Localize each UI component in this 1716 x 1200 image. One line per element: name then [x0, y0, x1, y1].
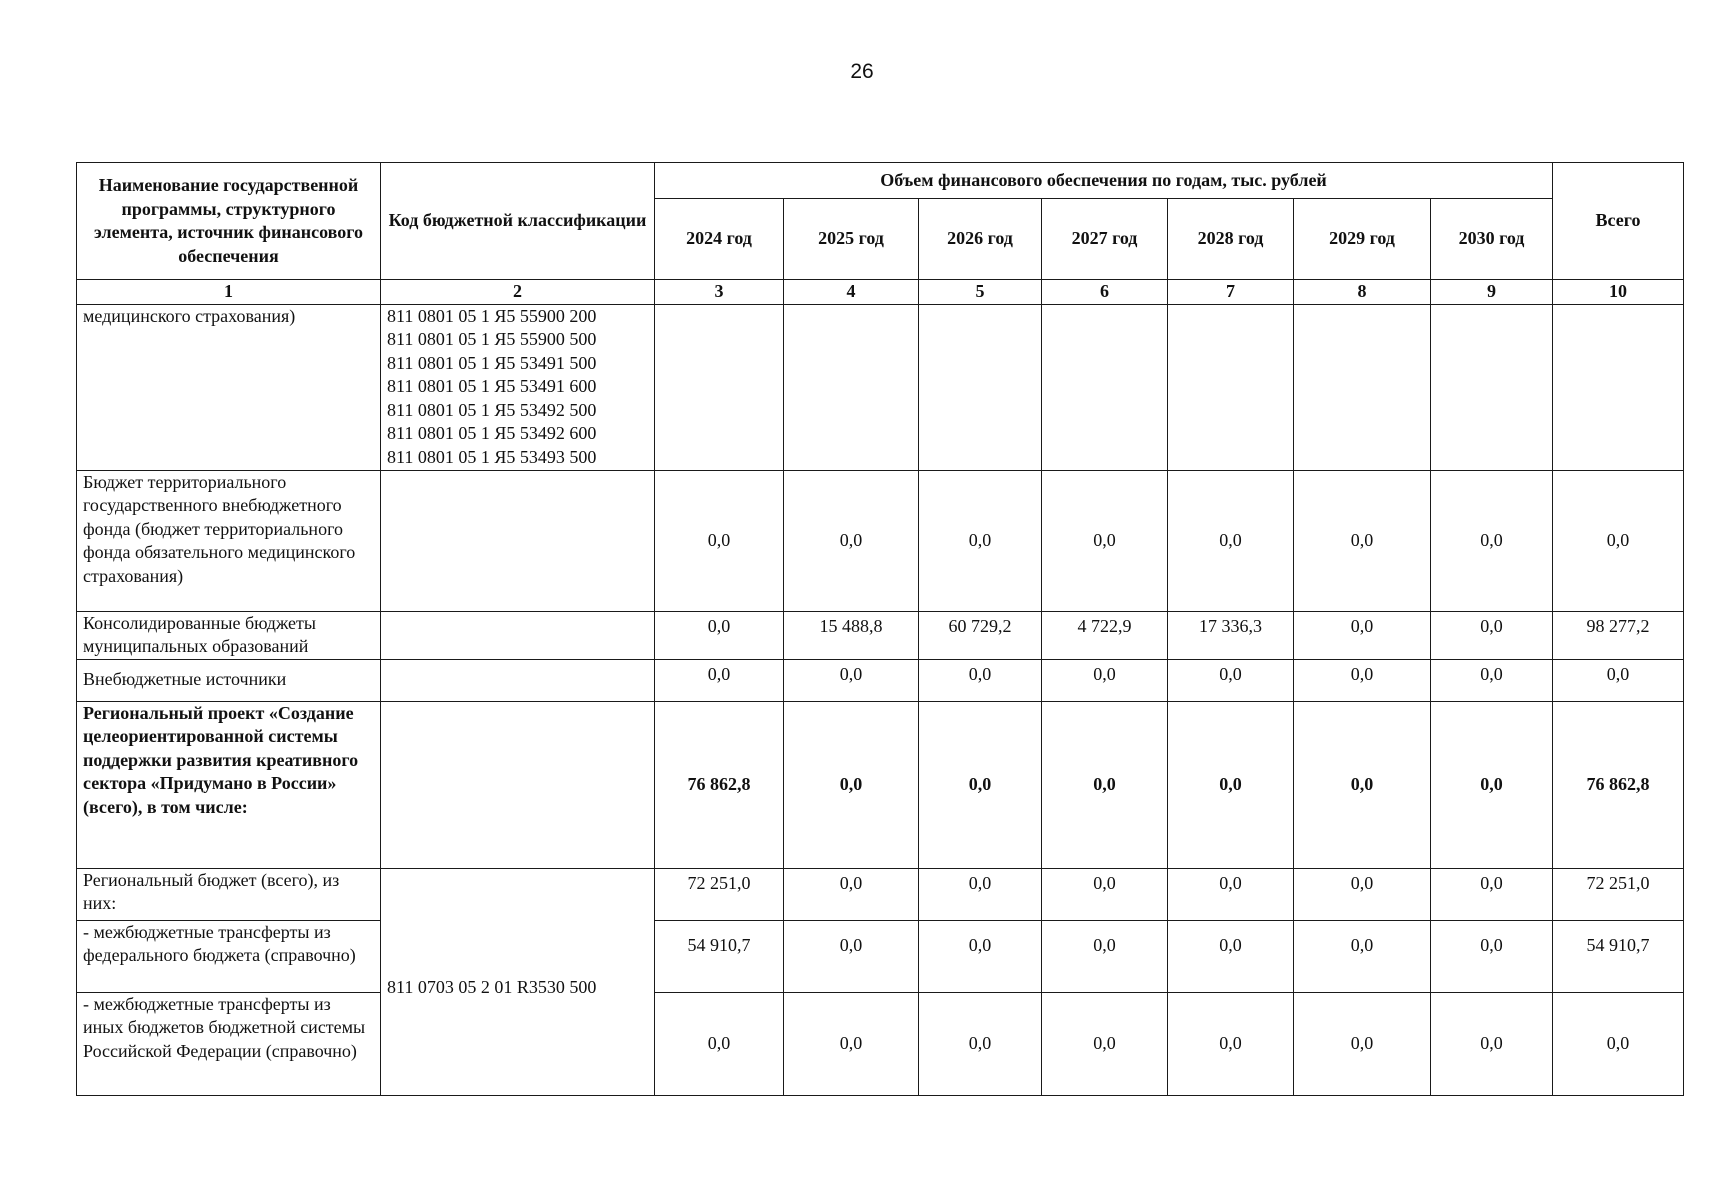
value-cell: 0,0 [919, 868, 1042, 920]
value-cell: 54 910,7 [655, 920, 784, 992]
value-cell: 0,0 [1294, 992, 1431, 1095]
table-row [77, 701, 1684, 868]
column-number: 4 [784, 280, 919, 305]
row-name: Бюджет территориального государственного внебюджетного фонда (бюджет территориального фонда обязательного медицинского страхования) [77, 470, 381, 611]
value-cell: 0,0 [1294, 611, 1431, 659]
value-cell: 0,0 [784, 920, 919, 992]
value-cell [1431, 304, 1553, 470]
budget-code: 811 0801 05 1 Я5 53493 500 [387, 446, 597, 467]
row-name: Внебюджетные источники [77, 659, 381, 701]
column-number: 6 [1042, 280, 1168, 305]
header-year: 2028 год [1168, 199, 1294, 280]
column-number: 3 [655, 280, 784, 305]
value-cell: 0,0 [1294, 470, 1431, 611]
value-cell: 0,0 [784, 659, 919, 701]
value-cell: 0,0 [919, 992, 1042, 1095]
value-cell: 0,0 [1168, 920, 1294, 992]
table-row [77, 659, 1684, 701]
column-number: 8 [1294, 280, 1431, 305]
budget-code: 811 0801 05 1 Я5 55900 200 [387, 305, 597, 326]
column-number: 7 [1168, 280, 1294, 305]
header-code: Код бюджетной классификации [381, 163, 655, 280]
budget-code: 811 0801 05 1 Я5 53491 600 [387, 376, 597, 396]
value-cell [1294, 304, 1431, 470]
row-codes [381, 611, 655, 659]
row-name: - межбюджетные трансферты из федерального бюджета (справочно) [77, 920, 381, 992]
value-cell: 0,0 [1431, 920, 1553, 992]
value-cell: 0,0 [1294, 868, 1431, 920]
header-year: 2030 год [1431, 199, 1553, 280]
value-cell: 0,0 [1042, 868, 1168, 920]
header-year: 2025 год [784, 199, 919, 280]
value-cell: 0,0 [1431, 470, 1553, 611]
budget-table [76, 162, 1684, 1096]
row-codes [381, 868, 655, 1095]
value-cell: 0,0 [655, 659, 784, 701]
value-cell: 0,0 [1168, 701, 1294, 868]
value-cell [784, 304, 919, 470]
page-number: 26 [850, 60, 874, 83]
value-cell: 15 488,8 [784, 611, 919, 659]
value-cell: 0,0 [1042, 992, 1168, 1095]
value-cell: 0,0 [1168, 470, 1294, 611]
column-numbers-row [77, 280, 1684, 305]
column-number: 5 [919, 280, 1042, 305]
value-cell: 0,0 [784, 701, 919, 868]
value-cell: 0,0 [919, 701, 1042, 868]
row-codes [381, 701, 655, 868]
value-cell: 76 862,8 [655, 701, 784, 868]
value-cell: 0,0 [1042, 920, 1168, 992]
row-name: - межбюджетные трансферты из иных бюджетов бюджетной системы Российской Федерации (справочно) [77, 992, 381, 1095]
header-year: 2024 год [655, 199, 784, 280]
value-cell: 0,0 [1168, 868, 1294, 920]
value-cell: 17 336,3 [1168, 611, 1294, 659]
header-total: Всего [1553, 163, 1684, 280]
value-cell: 0,0 [1042, 470, 1168, 611]
value-cell: 0,0 [655, 470, 784, 611]
value-cell: 0,0 [1431, 701, 1553, 868]
value-cell: 0,0 [655, 611, 784, 659]
header-volume-group: Объем финансового обеспечения по годам, тыс. рублей [655, 163, 1553, 199]
value-cell: 0,0 [1168, 992, 1294, 1095]
column-number: 10 [1553, 280, 1684, 305]
value-cell: 0,0 [1431, 992, 1553, 1095]
row-codes [381, 304, 655, 470]
value-cell [1553, 304, 1684, 470]
header-name: Наименование государственной программы, структурного элемента, источник финансового обеспечения [77, 163, 381, 280]
row-name: Консолидированные бюджеты муниципальных образований [77, 611, 381, 659]
value-cell: 0,0 [1042, 701, 1168, 868]
value-cell [919, 304, 1042, 470]
value-cell: 76 862,8 [1553, 701, 1684, 868]
header-year: 2026 год [919, 199, 1042, 280]
value-cell: 0,0 [784, 992, 919, 1095]
budget-code: 811 0801 05 1 Я5 53492 600 [387, 423, 597, 443]
value-cell: 0,0 [1431, 611, 1553, 659]
value-cell: 54 910,7 [1553, 920, 1684, 992]
table-row [77, 992, 1684, 1095]
row-codes [381, 470, 655, 611]
budget-code: 811 0801 05 1 Я5 53491 500 [387, 352, 597, 373]
table-row [77, 304, 1684, 470]
header-year: 2029 год [1294, 199, 1431, 280]
budget-code: 811 0703 05 2 01 R3530 500 [387, 976, 597, 997]
value-cell: 0,0 [784, 868, 919, 920]
value-cell: 60 729,2 [919, 611, 1042, 659]
value-cell [1168, 304, 1294, 470]
value-cell: 72 251,0 [1553, 868, 1684, 920]
row-name: Региональный проект «Создание целеориентированной системы поддержки развития креативного сектора «Придумано в России» (всего), в том числе: [77, 701, 381, 868]
value-cell: 0,0 [1553, 992, 1684, 1095]
value-cell: 0,0 [1168, 659, 1294, 701]
budget-code: 811 0801 05 1 Я5 53492 500 [387, 399, 597, 420]
header-year: 2027 год [1042, 199, 1168, 280]
value-cell [655, 304, 784, 470]
value-cell: 0,0 [919, 659, 1042, 701]
value-cell: 0,0 [1431, 659, 1553, 701]
value-cell: 98 277,2 [1553, 611, 1684, 659]
row-name: медицинского страхования) [77, 304, 381, 470]
value-cell: 0,0 [1553, 470, 1684, 611]
value-cell: 0,0 [1042, 659, 1168, 701]
row-codes [381, 659, 655, 701]
row-name: Региональный бюджет (всего), из них: [77, 868, 381, 920]
budget-code: 811 0801 05 1 Я5 55900 500 [387, 329, 597, 349]
value-cell: 0,0 [1294, 701, 1431, 868]
value-cell [1042, 304, 1168, 470]
table-row [77, 611, 1684, 659]
value-cell: 0,0 [1553, 659, 1684, 701]
value-cell: 0,0 [919, 920, 1042, 992]
value-cell: 0,0 [1294, 659, 1431, 701]
column-number: 1 [77, 280, 381, 305]
value-cell: 72 251,0 [655, 868, 784, 920]
column-number: 2 [381, 280, 655, 305]
table-row [77, 868, 1684, 920]
table-row [77, 470, 1684, 611]
value-cell: 0,0 [919, 470, 1042, 611]
value-cell: 0,0 [655, 992, 784, 1095]
value-cell: 0,0 [784, 470, 919, 611]
value-cell: 4 722,9 [1042, 611, 1168, 659]
value-cell: 0,0 [1294, 920, 1431, 992]
value-cell: 0,0 [1431, 868, 1553, 920]
table-row [77, 920, 1684, 992]
column-number: 9 [1431, 280, 1553, 305]
